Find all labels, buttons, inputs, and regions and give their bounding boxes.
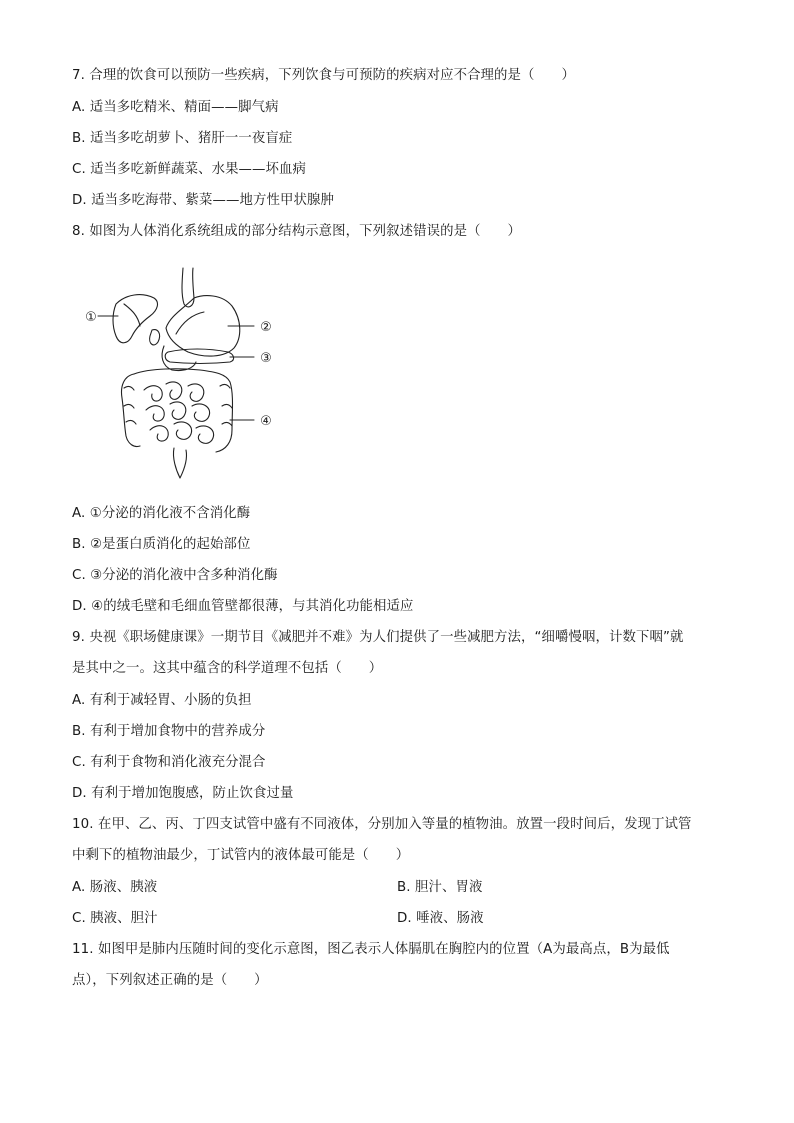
rectum-shape: [173, 448, 186, 478]
stomach-fold-line: [176, 312, 204, 334]
q10-stem-line-1: 10. 在甲、乙、丙、丁四支试管中盛有不同液体，分别加入等量的植物油。放置一段时间后，发现丁试管: [72, 817, 692, 832]
q8-stem: 8. 如图为人体消化系统组成的部分结构示意图，下列叙述错误的是（ ）: [72, 224, 522, 239]
q7-option-d: D. 适当多吃海带、紫菜——地方性甲状腺肿: [72, 193, 334, 208]
q8-option-d: D. ④的绒毛壁和毛细血管壁都很薄，与其消化功能相适应: [72, 599, 414, 614]
q9-option-b: B. 有利于增加食物中的营养成分: [72, 724, 266, 739]
small-intestine-coils: [144, 382, 214, 443]
q10-option-b: B. 胆汁、胃液: [397, 880, 483, 895]
digestive-system-diagram: [80, 264, 280, 486]
ascending-colon-shape: [122, 374, 141, 447]
q10-option-d: D. 唾液、肠液: [397, 911, 484, 926]
q7-option-b: B. 适当多吃胡萝卜、猪肝一一夜盲症: [72, 131, 293, 146]
q9-stem-line-2: 是其中之一。这其中蕴含的科学道理不包括（ ）: [72, 661, 383, 676]
q11-stem-line-1: 11. 如图甲是肺内压随时间的变化示意图，图乙表示人体膈肌在胸腔内的位置（A为最高点，B为最低: [72, 942, 670, 957]
figure-label-4: ④: [260, 414, 272, 429]
q7-stem: 7. 合理的饮食可以预防一些疾病，下列饮食与可预防的疾病对应不合理的是（ ）: [72, 68, 575, 83]
q9-stem-line-1: 9. 央视《职场健康课》一期节目《减肥并不难》为人们提供了一些减肥方法，“细嚼慢咽，计数下咽”就: [72, 630, 684, 645]
liver-shape: [113, 295, 157, 343]
liver-lobe-line: [124, 304, 140, 326]
q7-option-a: A. 适当多吃精米、精面——脚气病: [72, 100, 279, 115]
q10-option-a: A. 肠液、胰液: [72, 880, 158, 895]
esophagus-shape: [182, 268, 194, 307]
q8-option-b: B. ②是蛋白质消化的起始部位: [72, 537, 251, 552]
q9-option-d: D. 有利于增加饱腹感，防止饮食过量: [72, 786, 294, 801]
q9-option-a: A. 有利于减轻胃、小肠的负担: [72, 693, 252, 708]
q7-option-c: C. 适当多吃新鲜蔬菜、水果——坏血病: [72, 162, 307, 177]
q8-option-c: C. ③分泌的消化液中含多种消化酶: [72, 568, 278, 583]
figure-label-3: ③: [260, 351, 272, 366]
q10-option-c: C. 胰液、胆汁: [72, 911, 158, 926]
q10-stem-line-2: 中剩下的植物油最少，丁试管内的液体最可能是（ ）: [72, 848, 410, 863]
q8-option-a: A. ①分泌的消化液不含消化酶: [72, 506, 251, 521]
figure-label-2: ②: [260, 320, 272, 335]
q11-stem-line-2: 点），下列叙述正确的是（ ）: [72, 973, 268, 988]
pancreas-shape: [165, 349, 233, 364]
q9-option-c: C. 有利于食物和消化液充分混合: [72, 755, 266, 770]
figure-label-1: ①: [85, 310, 97, 325]
gallbladder-shape: [150, 330, 160, 345]
